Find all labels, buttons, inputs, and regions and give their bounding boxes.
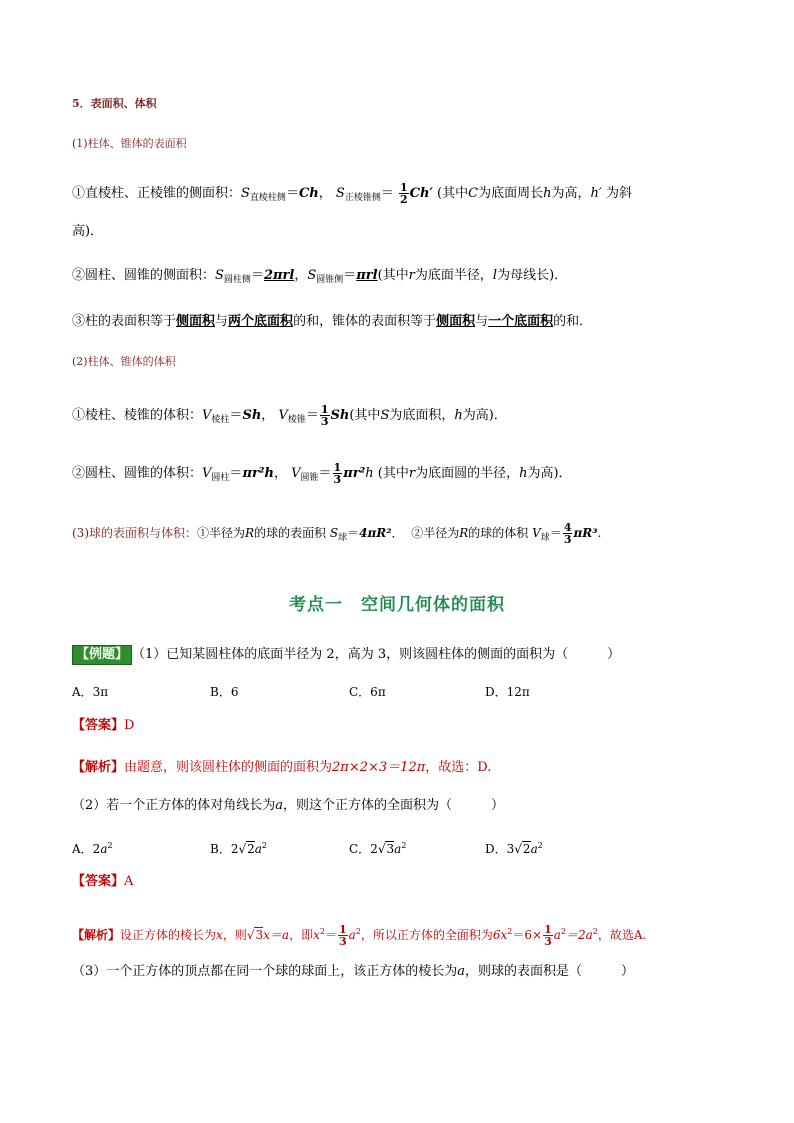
explanation-text: ，所以正方体的全面积为 bbox=[360, 928, 493, 942]
var: a bbox=[348, 928, 356, 942]
power: 2 bbox=[507, 927, 513, 936]
explanation-math: 6x bbox=[492, 928, 508, 942]
text: ①半径为 bbox=[197, 526, 246, 540]
fraction bbox=[543, 924, 553, 947]
explanation-tag: 【解析】 bbox=[72, 760, 125, 775]
var: a bbox=[457, 964, 466, 979]
note: 为高， bbox=[551, 186, 591, 201]
lateral-area-prism-line bbox=[72, 182, 734, 208]
separator: ， bbox=[273, 466, 287, 481]
var: x bbox=[313, 928, 320, 942]
var: h bbox=[519, 466, 528, 481]
text: ③柱的表面积等于 bbox=[72, 314, 177, 329]
choice-a bbox=[72, 836, 113, 859]
subscript: 球 bbox=[540, 533, 550, 543]
section-title: 考点一 空间几何体的面积 bbox=[289, 595, 505, 615]
note: 为母线长)． bbox=[497, 268, 568, 283]
sphere-line bbox=[72, 522, 734, 548]
question-text: （1）已知某圆柱体的底面半径为 2，高为 3，则该圆柱体的侧面的面积为（ ） bbox=[132, 647, 621, 662]
subscript: 棱锥 bbox=[287, 415, 306, 425]
question-1-answer bbox=[72, 716, 734, 736]
separator: ， bbox=[261, 408, 275, 423]
subscript: 圆锥侧 bbox=[316, 275, 344, 285]
fraction bbox=[399, 182, 409, 205]
formula: πrl bbox=[356, 268, 378, 283]
formula: Sh bbox=[242, 408, 262, 423]
subsection-1-heading bbox=[72, 134, 734, 154]
var: h bbox=[365, 466, 374, 481]
var: R bbox=[245, 526, 255, 540]
subsection-1-text: (1)柱体、锥体的表面积 bbox=[72, 137, 187, 150]
var: a bbox=[254, 842, 262, 856]
formula: 2πrl bbox=[263, 268, 295, 283]
explanation-text: ，故选A. bbox=[597, 928, 647, 942]
var: x bbox=[216, 928, 223, 942]
power: 2 bbox=[560, 927, 566, 936]
note: (其中 bbox=[377, 268, 409, 283]
var: S bbox=[380, 408, 390, 423]
subscript: 圆柱侧 bbox=[223, 275, 251, 285]
explanation-math: ＝2a bbox=[566, 928, 593, 942]
power: 2 bbox=[537, 841, 543, 850]
formula: Ch′ bbox=[409, 186, 433, 201]
var: r bbox=[408, 466, 416, 481]
explanation-text: 由题意，则该圆柱体的侧面的面积为 bbox=[124, 760, 333, 775]
keyword: 两个底面积 bbox=[228, 314, 294, 329]
explanation-text: 设正方体的棱长为 bbox=[120, 928, 217, 942]
var: R bbox=[459, 526, 469, 540]
section-5-text: 5．表面积、体积 bbox=[72, 97, 157, 110]
subsection-2-heading bbox=[72, 352, 734, 372]
choice-b: B．6 bbox=[210, 685, 239, 699]
formula: πr²h bbox=[242, 466, 274, 481]
radicand: 3 bbox=[386, 842, 395, 856]
denominator: 3 bbox=[320, 415, 329, 428]
choice-label: C． bbox=[349, 842, 371, 856]
denominator: 3 bbox=[338, 935, 347, 948]
question-3 bbox=[72, 962, 734, 982]
choice-b: B．$2√2a^2$ bbox=[210, 841, 268, 856]
equals: ＝ bbox=[549, 526, 562, 540]
numerator: 1 bbox=[338, 923, 347, 936]
denominator: 3 bbox=[544, 935, 552, 948]
text: 的和． bbox=[553, 314, 593, 329]
subscript: 正棱锥侧 bbox=[344, 193, 381, 203]
var: C bbox=[468, 186, 479, 201]
note: 为高)． bbox=[527, 466, 572, 481]
note: (其中 bbox=[377, 466, 409, 481]
radicand: 2 bbox=[247, 842, 255, 856]
equals: ＝ bbox=[229, 408, 243, 423]
section-5-heading bbox=[72, 94, 734, 114]
note: 为底面半径， bbox=[414, 268, 493, 283]
text: 的和，锥体的表面积等于 bbox=[293, 314, 437, 329]
formula: Sh bbox=[330, 408, 350, 423]
radicand: 2 bbox=[522, 842, 531, 856]
var: V bbox=[202, 408, 212, 423]
var: S bbox=[241, 186, 250, 201]
power: 2 bbox=[355, 927, 361, 936]
explanation-text: ，故选：D. bbox=[425, 760, 492, 775]
text: ②半径为 bbox=[411, 526, 460, 540]
question-1 bbox=[72, 645, 734, 665]
equals: ＝ bbox=[324, 928, 337, 942]
note: (其中 bbox=[437, 186, 469, 201]
denominator: 2 bbox=[400, 193, 408, 206]
example-badge: 【例题】 bbox=[72, 645, 132, 665]
power: 2 bbox=[592, 927, 598, 936]
answer-tag: 【答案】 bbox=[72, 718, 125, 733]
numerator: 4 bbox=[563, 521, 572, 534]
var: V bbox=[202, 466, 212, 481]
formula: πr² bbox=[343, 466, 366, 481]
note: 为斜 bbox=[605, 186, 632, 201]
subscript: 棱柱 bbox=[211, 415, 230, 425]
question-text: （2）若一个正方体的体对角线长为 bbox=[72, 798, 276, 813]
var: a bbox=[100, 842, 108, 856]
var: S bbox=[307, 268, 317, 283]
explanation-math: ＝6× bbox=[512, 928, 543, 942]
numerator: 1 bbox=[320, 403, 329, 416]
separator: . bbox=[597, 526, 602, 540]
fraction bbox=[563, 522, 573, 545]
choice-d: D．12π bbox=[485, 685, 530, 699]
explanation-tag: 【解析】 bbox=[72, 928, 121, 942]
note: 为底面圆的半径， bbox=[415, 466, 520, 481]
explanation-text: ，即 bbox=[289, 928, 314, 942]
formula: Ch bbox=[298, 186, 319, 201]
power: 2 bbox=[261, 841, 268, 850]
var: h bbox=[543, 186, 552, 201]
answer-value: A bbox=[124, 874, 134, 889]
explanation-math: x＝a bbox=[263, 928, 290, 942]
equals: ＝ bbox=[343, 268, 357, 283]
numerator: 1 bbox=[544, 923, 552, 936]
var: V bbox=[532, 526, 541, 540]
total-surface-area-line bbox=[72, 312, 734, 332]
denominator: 3 bbox=[333, 473, 342, 486]
separator: ． bbox=[391, 526, 404, 540]
text: ①棱柱、棱锥的体积： bbox=[72, 408, 203, 423]
var: a bbox=[394, 842, 402, 856]
keyword: 一个底面积 bbox=[488, 314, 554, 329]
coef: 3 bbox=[506, 842, 515, 856]
denominator: 3 bbox=[563, 533, 572, 546]
var: V bbox=[291, 466, 301, 481]
subscript: 圆锥 bbox=[300, 473, 319, 483]
equals: ＝ bbox=[380, 186, 394, 201]
equals: ＝ bbox=[305, 408, 319, 423]
subscript: 圆柱 bbox=[211, 473, 230, 483]
question-2 bbox=[72, 796, 734, 816]
text: ②圆柱、圆锥的体积： bbox=[72, 466, 203, 481]
choice-d: D．$3√2a^2$ bbox=[485, 841, 543, 856]
choice-label: B． bbox=[210, 842, 231, 856]
equals: ＝ bbox=[318, 466, 332, 481]
fraction bbox=[333, 462, 343, 485]
equals: ＝ bbox=[229, 466, 243, 481]
subsection-2-text: (2)柱体、锥体的体积 bbox=[72, 355, 176, 368]
question-1-explanation bbox=[72, 758, 734, 778]
var: h′ bbox=[590, 186, 602, 201]
text: 与 bbox=[475, 314, 489, 329]
var: a bbox=[275, 798, 284, 813]
explanation-text: ，则 bbox=[222, 928, 247, 942]
var: a bbox=[530, 842, 538, 856]
equals: ＝ bbox=[250, 268, 264, 283]
coef: 2 bbox=[230, 842, 239, 856]
numerator: 1 bbox=[333, 461, 342, 474]
explanation-math: 2π×2×3＝12π bbox=[332, 760, 426, 775]
note: 为底面积， bbox=[389, 408, 455, 423]
choice-label: A． bbox=[72, 842, 93, 856]
fraction bbox=[338, 924, 348, 947]
formula: πR³ bbox=[573, 526, 598, 540]
var: V bbox=[278, 408, 288, 423]
var: h bbox=[454, 408, 463, 423]
formula: 4πR² bbox=[359, 526, 392, 540]
answer-value: D bbox=[124, 718, 135, 733]
power: 2 bbox=[107, 841, 113, 850]
text: 与 bbox=[215, 314, 229, 329]
power: 2 bbox=[319, 927, 325, 936]
numerator: 1 bbox=[400, 181, 408, 194]
subscript: 球 bbox=[338, 533, 348, 543]
subsection-3-text: (3)球的表面积与体积： bbox=[72, 526, 197, 540]
keyword: 侧面积 bbox=[436, 314, 476, 329]
choice-c: C．6π bbox=[349, 685, 386, 699]
text: ②圆柱、圆锥的侧面积： bbox=[72, 268, 216, 283]
volume-prism-line bbox=[72, 404, 734, 430]
question-2-answer bbox=[72, 872, 734, 892]
text: 的球的体积 bbox=[468, 526, 529, 540]
text: ①直棱柱、正棱锥的侧面积： bbox=[72, 186, 242, 201]
var: a bbox=[553, 928, 561, 942]
coef: 2 bbox=[92, 842, 101, 856]
choice-c: C．$2√3a^2$ bbox=[349, 841, 407, 856]
var: S bbox=[215, 268, 224, 283]
equals: ＝ bbox=[347, 526, 360, 540]
var: l bbox=[492, 268, 498, 283]
lateral-area-prism-line-cont bbox=[72, 222, 734, 242]
keyword: 侧面积 bbox=[176, 314, 216, 329]
lateral-area-cylinder-line bbox=[72, 266, 734, 290]
var: S bbox=[335, 186, 345, 201]
text: 高)． bbox=[72, 224, 104, 239]
question-text: ，则这个正方体的全面积为（ ） bbox=[283, 798, 505, 813]
separator: ， bbox=[294, 268, 308, 283]
choice-a: A．3π bbox=[72, 685, 109, 699]
fraction bbox=[320, 404, 330, 427]
subscript: 直棱柱侧 bbox=[249, 193, 286, 203]
answer-tag: 【答案】 bbox=[72, 874, 125, 889]
var: S bbox=[329, 526, 339, 540]
radicand: 3 bbox=[255, 928, 264, 942]
note: 为高)． bbox=[462, 408, 507, 423]
volume-cylinder-line bbox=[72, 462, 734, 488]
separator: ， bbox=[318, 186, 332, 201]
question-text: ，则球的表面积是（ ） bbox=[465, 964, 635, 979]
equals: ＝ bbox=[285, 186, 299, 201]
choice-label: D． bbox=[485, 842, 507, 856]
question-2-explanation: 【解析】设正方体的棱长为x，则√3x＝a，即$x^2=$ $\frac{1}{3}$ $a^2$，所以正方体的全面积为$6x^2=6\times$ $\frac{1}{3}$ $a^2=2a^2$，故选A. bbox=[72, 923, 647, 948]
note: (其中 bbox=[349, 408, 381, 423]
var: r bbox=[408, 268, 415, 283]
text: 的球的表面积 bbox=[254, 526, 327, 540]
power: 2 bbox=[401, 841, 407, 850]
question-text: （3）一个正方体的顶点都在同一个球的球面上，该正方体的棱长为 bbox=[72, 964, 458, 979]
note: 为底面周长 bbox=[478, 186, 544, 201]
coef: 2 bbox=[370, 842, 378, 856]
